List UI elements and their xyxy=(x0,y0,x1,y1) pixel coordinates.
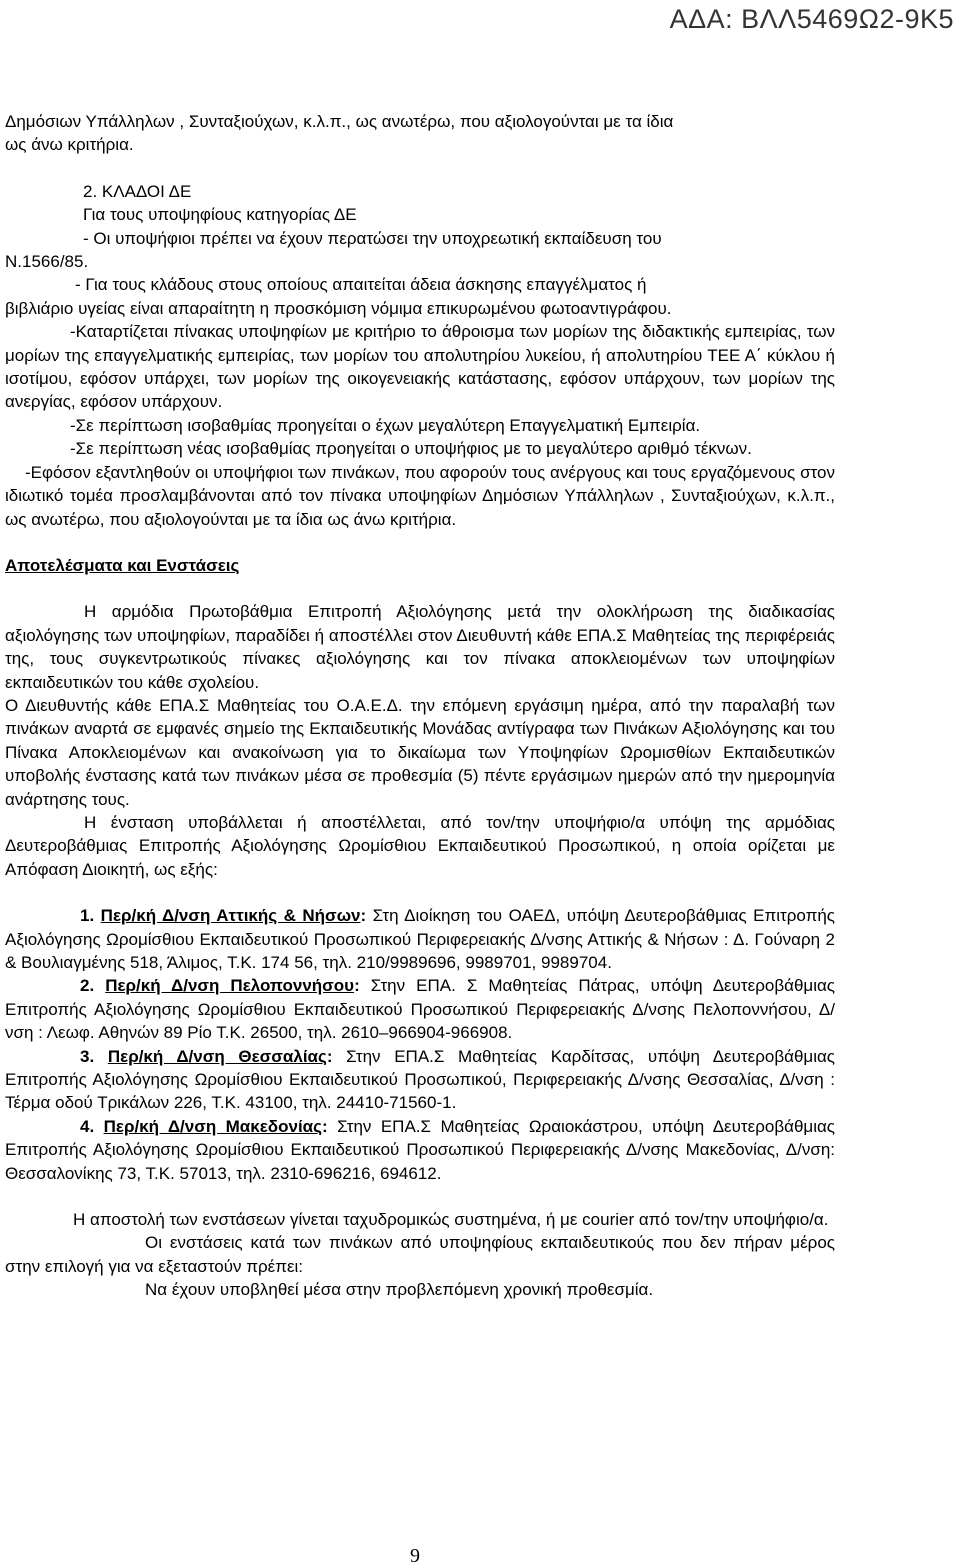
item-number: 3. xyxy=(80,1046,108,1066)
item-colon: : xyxy=(326,1046,333,1066)
paragraph: Η ένσταση υποβάλλεται ή αποστέλλεται, από τον/την υποψήφιο/α υπόψη της αρμόδιας Δευτεροβάθμιας Επιτροπής Αξιολόγησης Ωρομίσθιου Εκπαιδευτικού Προσωπικού, η οποία ορίζεται με Απόφαση Διοικητή, ως εξής: xyxy=(5,812,835,879)
section-title: 2. ΚΛΑΔΟΙ ΔΕ xyxy=(83,181,192,201)
item-text: Στην ΕΠΑ.Σ Μαθητείας Καρδίτσας, υπόψη Δευτεροβάθμιας Επιτροπής Αξιολόγησης Ωρομίσθιου Εκπαιδευτικού Προσωπικού, Περιφερειακής Δ/νσης Θεσσαλίας, Δ/νση : Τέρμα οδού Τρικάλων 226, Τ.Κ. 43100, τηλ. 24410-71560-1. xyxy=(5,1046,835,1113)
paragraph: -Εφόσον εξαντληθούν οι υποψήφιοι των πινάκων, που αφορούν τους ανέργους και τους εργαζόμενους στον ιδιωτικό τομέα προσλαμβάνονται από τον πίνακα υποψηφίων Δημόσιων Υπάλληλων , Συνταξιούχων, κ.λ.π., ως ανωτέρω, που αξιολογούνται με τα ίδια ως άνω κριτήρια. xyxy=(5,462,835,529)
committee-item xyxy=(5,1045,835,1115)
committee-item xyxy=(5,1115,835,1185)
section-heading: Αποτελέσματα και Ενστάσεις xyxy=(5,555,240,575)
paragraph-line: Δημόσιων Υπάλληλων , Συνταξιούχων, κ.λ.π., ως ανωτέρω, που αξιολογούνται με τα ίδια xyxy=(5,112,674,131)
document-page xyxy=(5,110,835,1302)
paragraph: -Σε περίπτωση νέας ισοβαθμίας προηγείται ο υποψήφιος με το μεγαλύτερο αριθμό τέκνων. xyxy=(70,439,752,459)
item-title: Περ/κή Δ/νση Πελοποννήσου xyxy=(105,976,355,996)
paragraph: -Σε περίπτωση ισοβαθμίας προηγείται ο έχων μεγαλύτερη Επαγγελματική Εμπειρία. xyxy=(70,415,701,435)
item-title: Περ/κή Δ/νση Μακεδονίας xyxy=(103,1116,322,1136)
paragraph: Οι ενστάσεις κατά των πινάκων από υποψηφίους εκπαιδευτικούς που δεν πήραν μέρος στην επιλογή για να εξεταστούν πρέπει: xyxy=(5,1233,835,1276)
paragraph: Ο Διευθυντής κάθε ΕΠΑ.Σ Μαθητείας του Ο.Α.Ε.Δ. την επόμενη εργάσιμη ημέρα, από την παραλαβή των πινάκων αναρτά σε εμφανές σημείο της Εκπαιδευτικής Μονάδας αντίγραφα των Πινάκων Αξιολόγησης και του Πίνακα Αποκλειομένων και ανακοίνωση για το δικαίωμα των Υποψηφίων Ωρομισθίων Εκπαιδευτικών υποβολής ένστασης κατά των πινάκων μέσα σε προθεσμία (5) πέντε εργάσιμων ημερών από την ημερομηνία ανάρτησης τους. xyxy=(5,695,835,809)
paragraph: Να έχουν υποβληθεί μέσα στην προβλεπόμενη χρονική προθεσμία. xyxy=(145,1280,654,1300)
paragraph: -Καταρτίζεται πίνακας υποψηφίων με κριτήριο το άθροισμα των μορίων της διδακτικής εμπειρίας, των μορίων της επαγγελματικής εμπειρίας, των μορίων του απολυτηρίου λυκείου, ή απολυτηρίου ΤΕΕ Α΄ κύκλου ή ισοτίμου, εφόσον υπάρχει, των μορίων της οικογενειακής κατάστασης, εφόσον υπάρχουν, των μορίων της ανεργίας, εφόσον υπάρχουν. xyxy=(5,322,835,412)
page-number: 9 xyxy=(410,1545,420,1567)
item-colon: : xyxy=(360,906,367,926)
paragraph-line: Ν.1566/85. xyxy=(5,252,89,272)
paragraph: Η αρμόδια Πρωτοβάθμια Επιτροπή Αξιολόγησης μετά την ολοκλήρωση της διαδικασίας αξιολόγησης των υποψηφίων, παραδίδει ή αποστέλλει στον Διευθυντή κάθε ΕΠΑ.Σ Μαθητείας της περιφέρειάς της, τους συγκεντρωτικούς πίνακες αξιολόγησης και τον πίνακα αποκλειομένων των υποψηφίων εκπαιδευτικών του κάθε σχολείου. xyxy=(5,602,835,692)
paragraph: Η αποστολή των ενστάσεων γίνεται ταχυδρομικώς συστημένα, ή με courier από τον/την υποψήφιο/α. xyxy=(73,1210,829,1230)
paragraph-line: ως άνω κριτήρια. xyxy=(5,135,134,155)
section-subtitle: Για τους υποψηφίους κατηγορίας ΔΕ xyxy=(83,205,357,225)
paragraph-line: - Για τους κλάδους στους οποίους απαιτείται άδεια άσκησης επαγγέλματος ή xyxy=(75,275,647,295)
committee-item xyxy=(5,904,835,974)
item-title: Περ/κή Δ/νση Αττικής & Νήσων xyxy=(100,906,361,926)
item-colon: : xyxy=(321,1116,328,1136)
paragraph-line: - Οι υποψήφιοι πρέπει να έχουν περατώσει την υποχρεωτική εκπαίδευση του xyxy=(83,228,662,248)
paragraph-line: βιβλιάριο υγείας είναι απαραίτητη η προσκόμιση νόμιμα επικυρωμένου φωτοαντιγράφου. xyxy=(5,298,672,318)
item-text: Στη Διοίκηση του ΟΑΕΔ, υπόψη Δευτεροβάθμιας Επιτροπής Αξιολόγησης Ωρομίσθιου Εκπαιδευτικού Προσωπικού Περιφερειακής Δ/νσης Αττικής & Νήσων : Δ. Γούναρη 2 & Βουλιαγμένης 518, Άλιμος, Τ.Κ. 174 56, τηλ. 210/9989696, 9989701, 9989704. xyxy=(5,906,835,972)
item-text: Στην ΕΠΑ.Σ Μαθητείας Ωραιοκάστρου, υπόψη Δευτεροβάθμιας Επιτροπής Αξιολόγησης Ωρομίσθιου Εκπαιδευτικού Προσωπικού Περιφερειακής Δ/νσης Μακεδονίας, Δ/νση: Θεσσαλονίκης 73, Τ.Κ. 57013, τηλ. 2310-696216, 694612. xyxy=(5,1116,836,1183)
committee-item xyxy=(5,974,835,1044)
item-number: 2. xyxy=(80,976,106,996)
item-text: Στην ΕΠΑ. Σ Μαθητείας Πάτρας, υπόψη Δευτεροβάθμιας Επιτροπής Αξιολόγησης Ωρομίσθιου Εκπαιδευτικού Προσωπικού Περιφερειακής Δ/νσης Πελοποννήσου, Δ/νση : Λεωφ. Αθηνών 89 Ρίο Τ.Κ. 26500, τηλ. 2610–966904-966908. xyxy=(5,976,835,1043)
committee-list xyxy=(5,904,835,1185)
ada-header-code: ΑΔΑ: ΒΛΛ5469Ω2-9Κ5 xyxy=(669,4,954,34)
item-number: 4. xyxy=(80,1116,104,1136)
item-colon: : xyxy=(354,976,360,996)
item-title: Περ/κή Δ/νση Θεσσαλίας xyxy=(107,1046,327,1066)
item-number: 1. xyxy=(80,906,101,926)
